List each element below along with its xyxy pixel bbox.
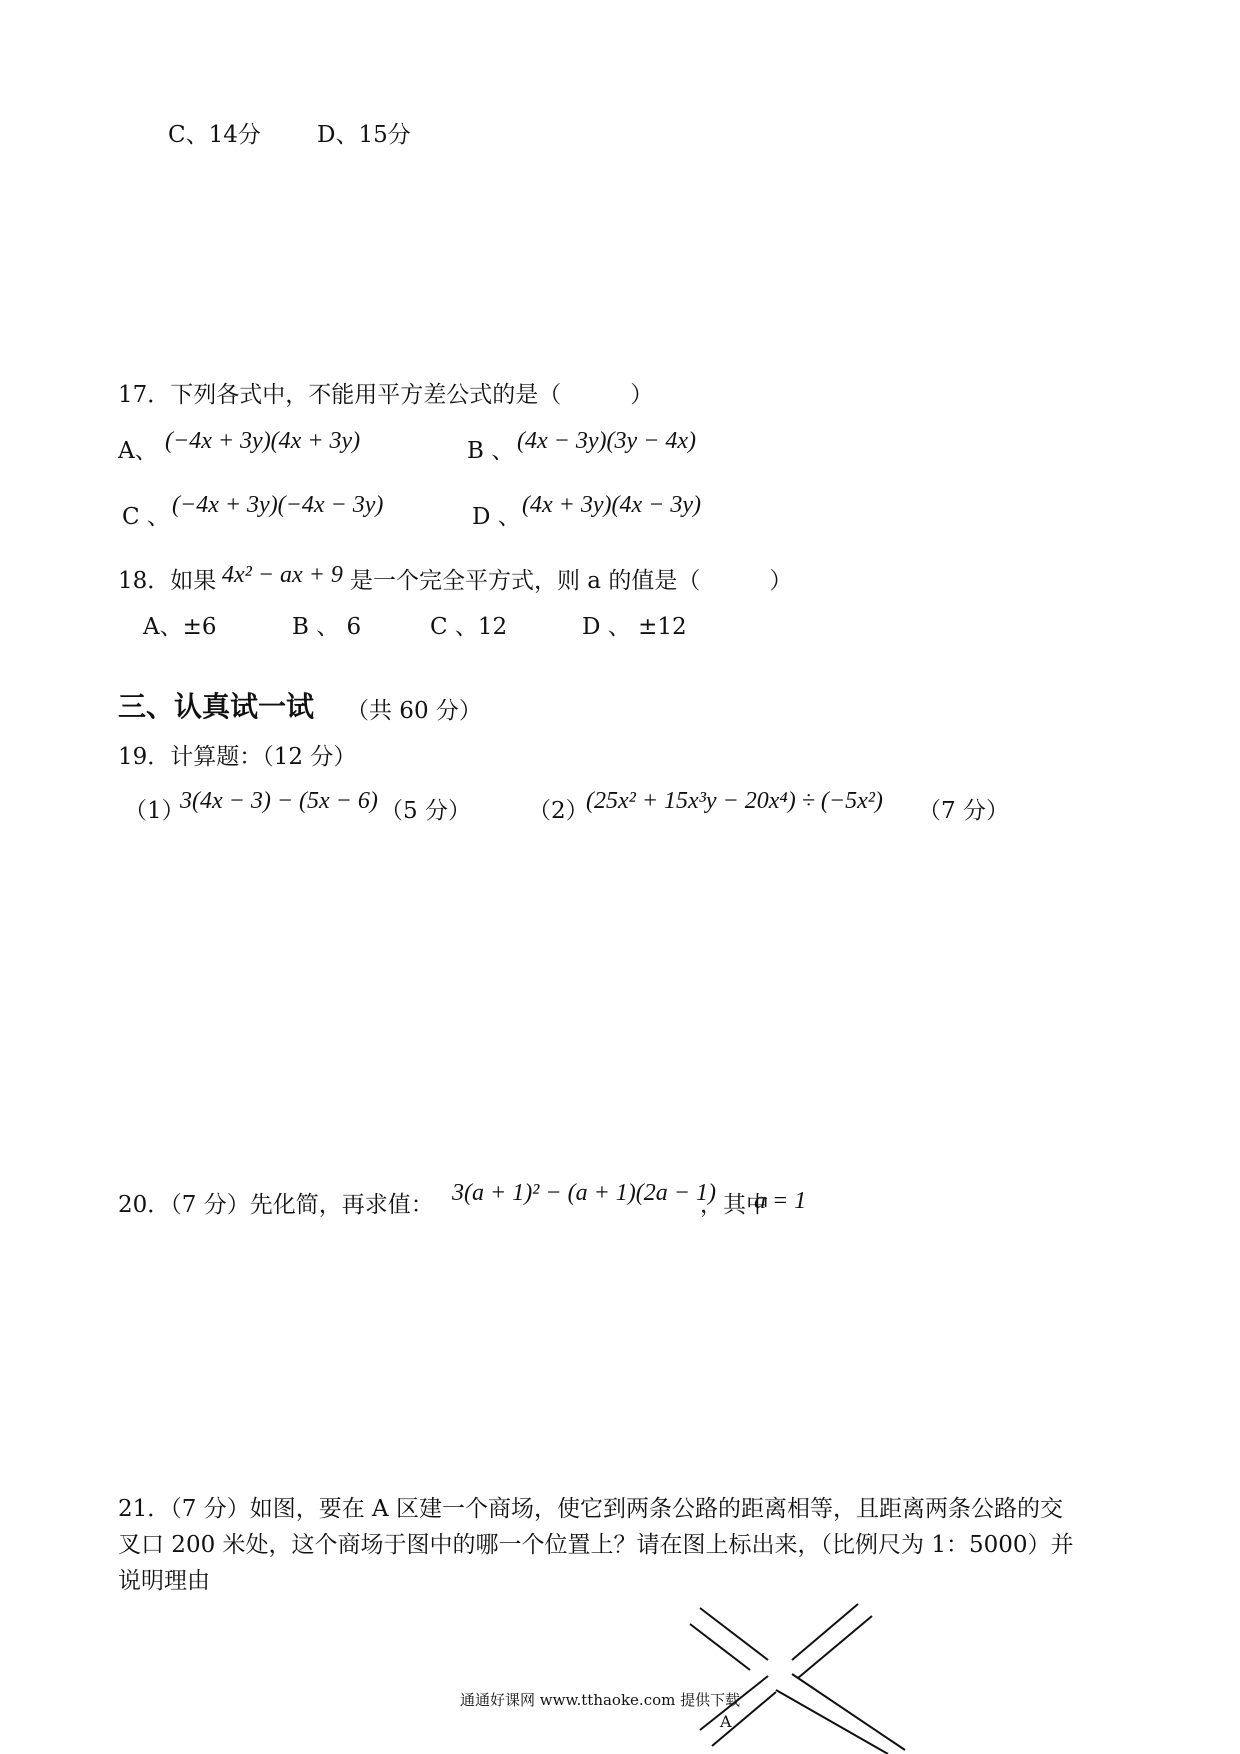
q17-option-d-expr: (4x + 3y)(4x − 3y): [522, 492, 701, 518]
q19-stem: 19．计算题：（12 分）: [118, 744, 357, 770]
q17-option-b-label: B 、: [467, 438, 515, 464]
q17-option-c-expr: (−4x + 3y)(−4x − 3y): [172, 492, 384, 518]
figure-label-a: A: [720, 1712, 732, 1731]
q18-stem-suffix: 是一个完全平方式，则 a 的值是（ ）: [350, 568, 793, 594]
q17-option-b-expr: (4x − 3y)(3y − 4x): [517, 428, 696, 454]
road-2-edge-upper-right: [792, 1604, 858, 1660]
q20-stem: 20．（7 分）先化简，再求值：: [118, 1192, 434, 1218]
road-1-edge-upper-right: [792, 1674, 905, 1750]
road-1-edge-upper-left: [700, 1608, 768, 1660]
q18-stem-prefix: 18．如果: [118, 568, 217, 594]
q16-option-d: D、15分: [317, 122, 411, 148]
q21-line-2: 叉口 200 米处，这个商场于图中的哪一个位置上？请在图上标出来，（比例尺为 1：5000）并: [118, 1532, 1074, 1558]
road-1-edge-lower-right: [776, 1690, 888, 1754]
q21-line-1: 21．（7 分）如图，要在 A 区建一个商场，使它到两条公路的距离相等，且距离两条公路的交: [118, 1496, 1063, 1522]
q17-option-a-expr: (−4x + 3y)(4x + 3y): [165, 428, 361, 454]
section-3-title: 三、认真试一试: [118, 690, 315, 723]
q18-option-b: B 、 6: [292, 614, 362, 640]
q21-line-3: 说明理由: [118, 1568, 210, 1594]
road-1-edge-lower-left: [690, 1624, 750, 1670]
q16-option-c: C、14分: [168, 122, 261, 148]
crossing-roads-diagram: [680, 1600, 920, 1754]
q17-option-a-label: A、: [118, 438, 158, 464]
q20-expression: 3(a + 1)² − (a + 1)(2a − 1): [452, 1180, 716, 1206]
q19-part1-label: （1）: [124, 798, 185, 824]
footer-source: 通通好课网 www.tthaoke.com 提供下载: [460, 1691, 741, 1709]
q20-condition-prefix: ，其中: [700, 1192, 769, 1218]
q17-stem: 17．下列各式中，不能用平方差公式的是（ ）: [118, 382, 654, 408]
q18-option-d: D 、 ±12: [582, 614, 687, 640]
q17-option-d-label: D 、: [472, 504, 521, 530]
section-3-points: （共 60 分）: [346, 698, 482, 724]
q18-option-c: C 、12: [430, 614, 508, 640]
q20-condition-expr: a = 1: [754, 1188, 807, 1214]
q19-part2-expr: (25x² + 15x³y − 20x⁴) ÷ (−5x²): [586, 788, 883, 814]
q17-option-c-label: C 、: [122, 504, 170, 530]
q18-expression: 4x² − ax + 9: [222, 562, 343, 588]
q19-part1-points: （5 分）: [380, 798, 471, 824]
q18-option-a: A、±6: [143, 614, 217, 640]
q19-part2-points: （7 分）: [918, 798, 1009, 824]
road-2-edge-lower-right: [798, 1616, 872, 1678]
q19-part2-label: （2）: [528, 798, 589, 824]
q19-part1-expr: 3(4x − 3) − (5x − 6): [180, 788, 378, 814]
